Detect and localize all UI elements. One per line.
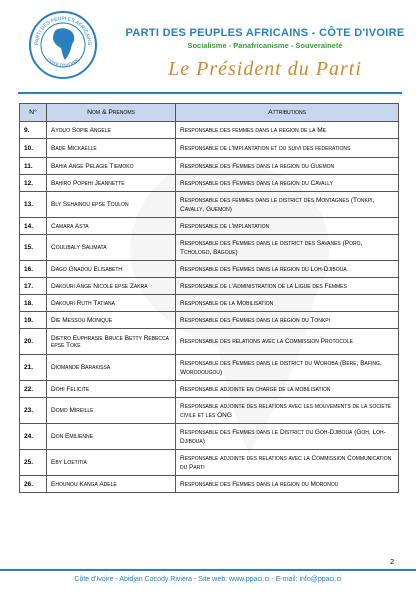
member-attribution: Responsable de l'Administration de la Ligue des Femmes xyxy=(176,278,399,295)
member-name: Domo Mireille xyxy=(47,398,176,424)
table-row xyxy=(20,175,399,192)
member-name: Die Messou Monique xyxy=(47,312,176,329)
member-name: Bade Mickaelle xyxy=(47,139,176,158)
table-row xyxy=(20,192,399,218)
row-number: 15. xyxy=(20,235,47,261)
page-title: Le Président du Parti xyxy=(168,58,362,80)
row-number: 16. xyxy=(20,261,47,278)
member-name: Camara Asta xyxy=(47,218,176,235)
column-header-name: Nom & Prenoms xyxy=(47,104,176,122)
row-number: 17. xyxy=(20,278,47,295)
member-name: Dietro Euphrasie Bruce Betty Rebecca epse Toke xyxy=(47,329,176,355)
table-row xyxy=(20,235,399,261)
row-number: 26. xyxy=(20,476,47,493)
member-name: Dohi Felicite xyxy=(47,381,176,398)
table-row xyxy=(20,122,399,139)
row-number: 18. xyxy=(20,295,47,312)
member-name: Bly Sehainou epse Toulon xyxy=(47,192,176,218)
row-number: 24. xyxy=(20,424,47,450)
table-row xyxy=(20,218,399,235)
member-name: Ehounou Kanga Adele xyxy=(47,476,176,493)
party-logo xyxy=(28,10,98,80)
table-row xyxy=(20,139,399,158)
member-name: Don Emilienne xyxy=(47,424,176,450)
member-attribution: Responsable de l'implantation xyxy=(176,218,399,235)
member-attribution: Responsable des femmes dans le district des Montagnes (Tonkpi, Cavally, Guemon) xyxy=(176,192,399,218)
page-number: 2 xyxy=(390,559,394,566)
table-row xyxy=(20,295,399,312)
footer-contact: Côte d'Ivoire - Abidjan Cocody Riviera - Site web: www.ppaci.ci - E-mail: info@ppaci.ci xyxy=(74,576,342,583)
svg-text:CÔTE D'IVOIRE: CÔTE D'IVOIRE xyxy=(44,57,82,70)
member-attribution: Responsable des femmes dans la region de la Me xyxy=(176,122,399,139)
row-number: 19. xyxy=(20,312,47,329)
row-number: 14. xyxy=(20,218,47,235)
row-number: 22. xyxy=(20,381,47,398)
table-row xyxy=(20,424,399,450)
party-name: PARTI DES PEUPLES AFRICAINS - CÔTE D'IVOIRE xyxy=(125,27,405,39)
member-name: Ayouo Sopie Angele xyxy=(47,122,176,139)
row-number: 10. xyxy=(20,139,47,158)
svg-text:PARTI DES PEUPLES AFRICAINS: PARTI DES PEUPLES AFRICAINS xyxy=(33,15,93,46)
table-row xyxy=(20,261,399,278)
member-name: Bahiro Popehi Jeannette xyxy=(47,175,176,192)
header-divider xyxy=(18,92,402,94)
row-number: 23. xyxy=(20,398,47,424)
footer-divider xyxy=(0,569,416,571)
row-number: 25. xyxy=(20,450,47,476)
member-attribution: Responsable des Femmes dans la region du Moronou xyxy=(176,476,399,493)
table-row xyxy=(20,398,399,424)
member-name: Eby Loetitia xyxy=(47,450,176,476)
member-attribution: Responsable adjointe des relations avec la Commission Communication du Parti xyxy=(176,450,399,476)
row-number: 11. xyxy=(20,158,47,175)
member-attribution: Responsable des Femmes dans la region du Tonkpi xyxy=(176,312,399,329)
member-name: Dago Gnadou Elisabeth xyxy=(47,261,176,278)
member-attribution: Responsable des Femmes dans la region du Cavally xyxy=(176,175,399,192)
member-attribution: Responsable des Femmes dans la region du Loh-Djiboua xyxy=(176,261,399,278)
table-row xyxy=(20,381,399,398)
member-name: Coulibaly Salimata xyxy=(47,235,176,261)
row-number: 21. xyxy=(20,355,47,381)
table-row xyxy=(20,450,399,476)
member-name: Diomande Barakissa xyxy=(47,355,176,381)
member-attribution: Responsable des Femmes dans la region du Guemon xyxy=(176,158,399,175)
member-name: Dakouri Ange Nicole epse Zakra xyxy=(47,278,176,295)
row-number: 20. xyxy=(20,329,47,355)
member-attribution: Responsable des Femmes dans le district des Savanes (Poro, Tchologo, Bagoue) xyxy=(176,235,399,261)
party-slogan: Socialisme - Panafricanisme - Souveraineté xyxy=(187,41,343,50)
member-attribution: Responsable des Femmes dans le district du Woroba (Bere, Bafing, Worodougou) xyxy=(176,355,399,381)
column-header-number: N° xyxy=(20,104,47,122)
member-attribution: Responsable de la Mobilisation xyxy=(176,295,399,312)
members-table xyxy=(19,103,399,493)
member-attribution: Responsable adjointe des relations avec les mouvements de la societe civile et les ONG xyxy=(176,398,399,424)
table-row xyxy=(20,355,399,381)
member-name: Bahia Ange Pelagie Tiemoko xyxy=(47,158,176,175)
table-row xyxy=(20,278,399,295)
letterhead xyxy=(0,0,416,98)
table-row xyxy=(20,158,399,175)
table-row xyxy=(20,312,399,329)
table-row xyxy=(20,329,399,355)
member-attribution: Responsable des Femmes dans le District du Goh-Djiboua (Goh, Loh-Djiboua) xyxy=(176,424,399,450)
column-header-attributions: Attributions xyxy=(176,104,399,122)
row-number: 12. xyxy=(20,175,47,192)
member-attribution: Responsable adjointe en charge de la mobilisation xyxy=(176,381,399,398)
member-attribution: Responsable de l'implantation et du suivi des federations xyxy=(176,139,399,158)
table-row xyxy=(20,476,399,493)
member-name: Dakouri Ruth Tatiana xyxy=(47,295,176,312)
table-header-row xyxy=(20,104,399,122)
member-attribution: Responsable des relations avec la Commission Protocole xyxy=(176,329,399,355)
row-number: 13. xyxy=(20,192,47,218)
row-number: 9. xyxy=(20,122,47,139)
